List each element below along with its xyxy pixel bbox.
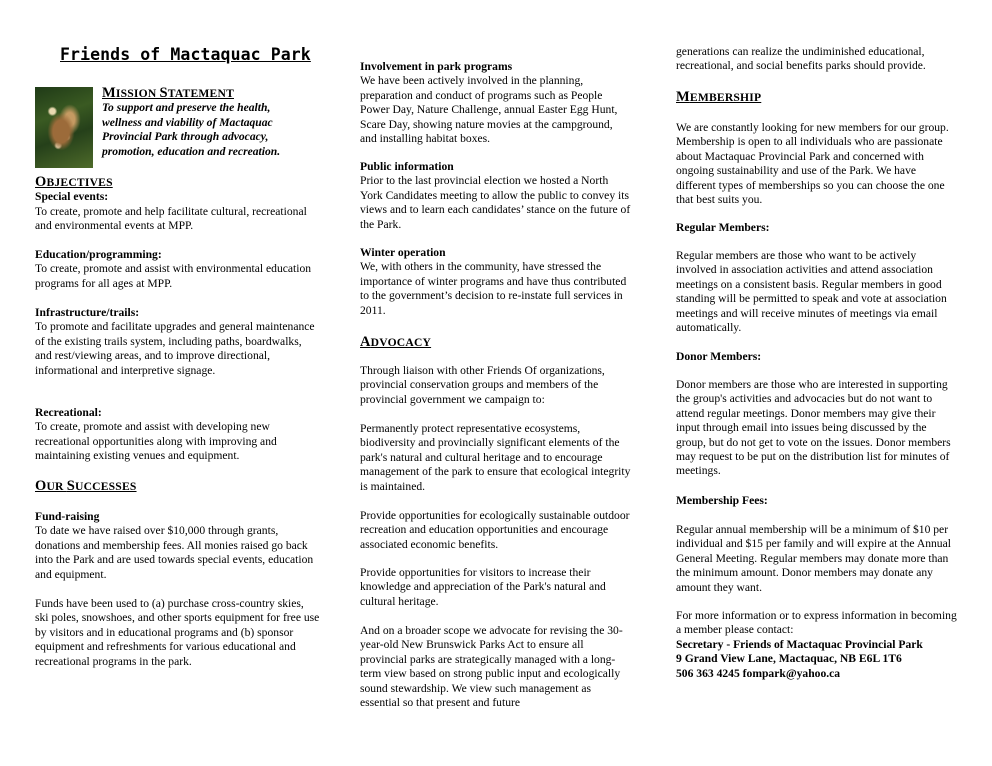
fund-raising-text: To date we have raised over $10,000 through grants, donations and membership fees. All monies raised go back into the Park and are used towards special events, education and equipment. [35,524,314,581]
advocacy-point [360,509,632,552]
membership-heading: MEMBERSHIP [676,89,762,105]
advocacy-continued-text: generations can realize the undiminished educational, recreational, and social benefits parks should provide. [676,45,926,73]
membership-fees-text: Regular annual membership will be a minimum of $10 per individual and $15 per family and will expire at the Annual General Meeting. Regular members may donate more than the minimum amount. Donor members may donate any amount they want. [676,523,951,594]
donor-members-label: Donor Members: [676,350,762,363]
involvement-text: We have been actively involved in the planning, preparation and conduct of programs such as People Power Day, Nature Challenge, annual Easter Egg Hunt, Scare Day, showing nature movies at the campground, and installing habitat boxes. [360,74,618,146]
funds-used-text: Funds have been used to (a) purchase cross-country skies, ski poles, snowshoes, and other sports equipment for free use by visitors and in educational programs and (b) sponsor equipment and refreshments for various educational and recreational programs in the park. [35,597,320,668]
objective-label: Recreational: [35,406,102,419]
membership-intro [676,121,958,207]
objective-label: Special events: [35,190,109,204]
objective-item [35,406,320,464]
winter-operation-text: We, with others in the community, have stressed the importance of winter programs and have thus contributed to the government’s decision to re-instate full services in 2011. [360,260,627,317]
advocacy-intro-text: Through liaison with other Friends Of organizations, provincial conservation groups and members of the provincial government we campaign to: [360,364,605,406]
page-title: Friends of Mactaquac Park [60,45,311,64]
advocacy-heading: ADVOCACY [360,334,432,350]
regular-members-label: Regular Members: [676,221,770,234]
winter-operation [360,246,632,318]
donor-members-body [676,378,958,479]
contact-section [676,609,958,681]
involvement [360,60,632,146]
public-information-label: Public information [360,160,454,173]
fund-raising [35,510,320,582]
advocacy-point-text: Provide opportunities for ecologically sustainable outdoor recreation and education opportunities and encourage associated economic benefits. [360,509,630,551]
contact-intro: For more information or to express information in becoming a member please contact: [676,609,957,637]
membership-fees-label: Membership Fees: [676,494,768,507]
advocacy-point-text: Permanently protect representative ecosystems, biodiversity and provincially significant elements of the park's natural and cultural heritage and to encourage management of the park to ensure that ecological integrity is maintained. [360,422,631,493]
contact-name: Secretary - Friends of Mactaquac Provincial Park [676,637,923,651]
advocacy-continued [676,45,958,74]
mission-heading: MISSION STATEMENT [102,85,234,101]
objective-item [35,306,320,378]
fawn-photo [35,87,93,168]
advocacy-section [360,335,632,350]
regular-members-text: Regular members are those who want to be actively involved in association activities and attend association meetings on a consistent basis. Regular members in good standing will be permitted to speak and vote at association meetings and will receive minutes of meetings via email automatically. [676,249,947,335]
public-information-text: Prior to the last provincial election we hosted a North York Candidates meeting to allow the public to convey its views and to learn each candidates’ stance on the future of the Park. [360,174,631,231]
advocacy-intro [360,364,632,407]
public-information [360,160,632,232]
successes-section [35,479,320,494]
regular-members [676,221,958,235]
membership-section [676,90,958,105]
objective-label: Infrastructure/trails: [35,306,140,319]
fund-raising-label: Fund-raising [35,510,100,523]
donor-members-text: Donor members are those who are interested in supporting the group's activities and advocacies but do not want to attend regular meetings. Donor members may give their input through email into issues being discussed by the group, but do not get to vote on the issues. Donor members may request to be put on the distribution list for minutes of meetings. [676,378,951,478]
winter-operation-label: Winter operation [360,246,446,259]
objective-text: To create, promote and assist with environmental education programs for all ages at MPP. [35,262,312,290]
advocacy-point [360,624,632,710]
objectives-heading: OBJECTIVES [35,174,113,190]
mission-text: To support and preserve the health, wellness and viability of Mactaquac Provincial Park through advocacy, promotion, education and recreation. [102,101,281,158]
mission-statement [102,86,302,159]
advocacy-point [360,566,632,609]
funds-used [35,597,320,669]
membership-intro-text: We are constantly looking for new members for our group. Membership is open to all individuals who are passionate about Mactaquac Provincial Park and concerned with ongoing sustainability and use of the Park. We have different types of memberships so you can choose the one that best suits you. [676,121,949,207]
regular-members-body [676,249,958,335]
contact-phone-email[interactable]: 506 363 4245 fompark@yahoo.ca [676,666,841,680]
membership-fees [676,494,958,508]
objective-item [35,248,320,291]
advocacy-point-text: Provide opportunities for visitors to increase their knowledge and appreciation of the Park's natural and cultural heritage. [360,566,606,608]
objectives-section [35,175,320,234]
involvement-label: Involvement in park programs [360,60,513,73]
advocacy-point-text: And on a broader scope we advocate for revising the 30-year-old New Brunswick Parks Act to ensure all provincial parks are strategically managed with a long-term view based on strong public input and ecologically sound stewardship. We view such management as essential so that present and future [360,624,623,710]
donor-members [676,350,958,364]
objective-label: Education/programming: [35,248,162,261]
successes-heading: OUR SUCCESSES [35,478,137,494]
contact-address: 9 Grand View Lane, Mactaquac, NB E6L 1T6 [676,652,902,666]
objective-text: To promote and facilitate upgrades and general maintenance of the existing trails system, including paths, boardwalks, and rest/viewing areas, and to improve directional, informational and interpretive signage. [35,320,315,377]
objective-text: To create, promote and assist with developing new recreational opportunities along with improving and maintaining existing venues and equipment. [35,420,277,463]
advocacy-point [360,422,632,494]
objective-text: To create, promote and help facilitate cultural, recreational and environmental events at MPP. [35,204,307,233]
membership-fees-body [676,523,958,595]
